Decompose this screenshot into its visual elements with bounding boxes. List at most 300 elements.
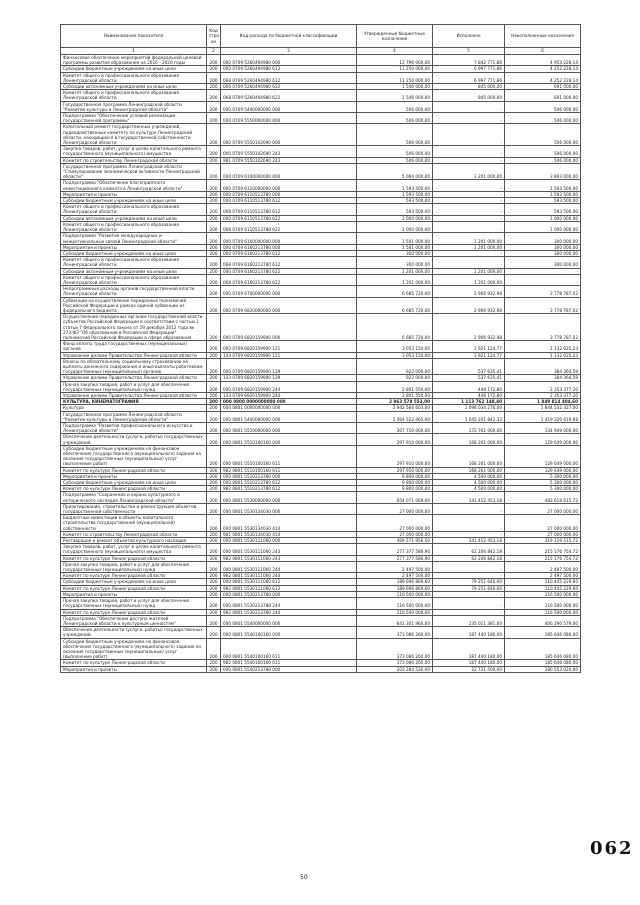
- row-code: 200: [207, 286, 221, 297]
- row-remaining: 4 252 228,14: [505, 66, 581, 72]
- table-row: [61, 204, 581, 215]
- row-code: 200: [207, 191, 221, 197]
- row-classification: 000 0801 5530213780 244: [221, 598, 357, 609]
- row-executed: -: [433, 204, 505, 215]
- row-name: Комитет общего и профессионального образования Ленинградской области: [61, 274, 207, 285]
- row-executed: 4 500 000,00: [433, 480, 505, 486]
- row-code: 200: [207, 538, 221, 544]
- row-approved: 641 301 960,00: [357, 615, 433, 626]
- row-remaining: 3 778 787,02: [505, 297, 581, 314]
- row-approved: 373 086 260,00: [357, 627, 433, 638]
- row-remaining: 2 353 377,20: [505, 392, 581, 398]
- row-remaining: 116 500 000,00: [505, 609, 581, 615]
- row-code: 200: [207, 480, 221, 486]
- row-classification: 000 0709 6110513780 612: [221, 198, 357, 204]
- row-name: Управление делами Правительства Ленинградской области: [61, 375, 207, 381]
- row-executed: -: [433, 215, 505, 221]
- table-row: [61, 257, 581, 268]
- row-classification: 982 0801 5510213780 612: [221, 486, 357, 492]
- row-remaining: 129 649 000,00: [505, 434, 581, 445]
- row-classification: 982 0801 5530111060 612: [221, 585, 357, 591]
- table-row: [61, 503, 581, 514]
- table-row: [61, 434, 581, 445]
- row-code: 200: [207, 638, 221, 660]
- row-approved: 9 800 000,00: [357, 486, 433, 492]
- row-approved: 2 801 550,00: [357, 392, 433, 398]
- row-classification: 000 0709 6700000000 000: [221, 286, 357, 297]
- row-code: 200: [207, 84, 221, 90]
- row-remaining: 384 364,59: [505, 375, 581, 381]
- row-approved: 1 501 000,00: [357, 233, 433, 244]
- row-name: Мероприятия и проекты: [61, 591, 207, 597]
- row-approved: 1 501 000,00: [357, 244, 433, 250]
- row-name: Прочая закупка товаров, работ и услуг для обеспечения государственных (муниципальных) нужд: [61, 598, 207, 609]
- row-classification: 000 0801 5540213780 000: [221, 666, 357, 672]
- row-remaining: 4 953 228,14: [505, 55, 581, 66]
- row-code: 200: [207, 486, 221, 492]
- row-classification: 000 0709 6820000000 000: [221, 297, 357, 314]
- row-code: 200: [207, 250, 221, 256]
- row-classification: 000 0801 5540000000 000: [221, 615, 357, 626]
- column-index: 2: [207, 48, 221, 55]
- row-name: Комитет общего и профессионального образования Ленинградской области: [61, 257, 207, 268]
- archive-stamp-number: 062: [590, 838, 634, 859]
- row-classification: 000 0709 6100000000 000: [221, 163, 357, 180]
- row-approved: 506 000,00: [357, 157, 433, 163]
- row-classification: 000 0801 5540100160 611: [221, 638, 357, 660]
- row-remaining: 1 000 000,00: [505, 215, 581, 221]
- row-classification: 982 0801 5540100160 611: [221, 660, 357, 666]
- row-name: Мероприятия и проекты: [61, 244, 207, 250]
- row-name: Государственная программа Ленинградской области "Стимулирование экономической активности Ленинградской области": [61, 163, 207, 180]
- row-executed: 537 635,41: [433, 358, 505, 375]
- row-executed: 1 201 000,00: [433, 233, 505, 244]
- row-remaining: 1 844 532 327,00: [505, 405, 581, 411]
- row-classification: 000 0801 5530134030 000: [221, 503, 357, 514]
- budget-execution-table: [60, 24, 581, 673]
- row-executed: 1 201 000,00: [433, 244, 505, 250]
- table-row: [61, 124, 581, 146]
- row-executed: -: [433, 198, 505, 204]
- row-name: Управление делами Правительства Ленинградской области: [61, 352, 207, 358]
- row-classification: 000 0709 6160213780 622: [221, 268, 357, 274]
- row-code: 200: [207, 297, 221, 314]
- row-remaining: 129 649 000,00: [505, 467, 581, 473]
- row-name: Комитет по культуре Ленинградской области: [61, 585, 207, 591]
- row-name: Государственная программа Ленинградской области "Развитие культуры в Ленинградской области": [61, 101, 207, 112]
- row-code: 200: [207, 531, 221, 537]
- column-index: 4: [357, 48, 433, 55]
- row-name: Обеспечение деятельности (услуги, работы) государственных учреждений: [61, 434, 207, 445]
- row-approved: 373 086 260,00: [357, 660, 433, 666]
- row-classification: 133 0709 6820159900 244: [221, 392, 357, 398]
- table-row: [61, 146, 581, 157]
- row-approved: 2 497 500,00: [357, 561, 433, 572]
- table-row: [61, 598, 581, 609]
- row-executed: -: [433, 515, 505, 532]
- row-remaining: 691 000,00: [505, 84, 581, 90]
- row-classification: 000 0801 5530111060 612: [221, 579, 357, 585]
- row-approved: 300 000,00: [357, 250, 433, 256]
- row-approved: 12 796 000,00: [357, 55, 433, 66]
- row-remaining: 4 252 228,14: [505, 72, 581, 83]
- row-remaining: 27 000 000,00: [505, 503, 581, 514]
- row-name: Непрограммные расходы органов государственной власти Ленинградской области: [61, 286, 207, 297]
- row-classification: 068 0709 6110513780 622: [221, 221, 357, 232]
- row-executed: 141 452 453,18: [433, 492, 505, 503]
- row-code: 200: [207, 598, 221, 609]
- row-code: 200: [207, 204, 221, 215]
- row-remaining: 300 000,00: [505, 250, 581, 256]
- row-executed: -: [433, 250, 505, 256]
- row-name: Проектирование, строительство и реконструкция объектов государственной собственности: [61, 503, 207, 514]
- row-approved: 469 571 956,50: [357, 538, 433, 544]
- row-executed: -: [433, 101, 505, 112]
- row-classification: 000 0801 5530000000 000: [221, 492, 357, 503]
- row-approved: 203 284 520,00: [357, 666, 433, 672]
- row-code: 200: [207, 544, 221, 555]
- row-approved: 3 053 150,00: [357, 341, 433, 352]
- row-classification: 000 0709 6820159900 121: [221, 341, 357, 352]
- row-approved: 116 500 000,00: [357, 591, 433, 597]
- table-row: [61, 445, 581, 467]
- row-name: Субсидии автономным учреждениям на иные цели: [61, 215, 207, 221]
- row-name: Взносы по обязательному социальному страхованию на выплаты денежного содержания и иные выплаты работникам государственных (муниципальных) органов: [61, 358, 207, 375]
- row-classification: 000 0709 6160213780 000: [221, 244, 357, 250]
- row-approved: 2 963 578 553,00: [357, 399, 433, 405]
- row-classification: 000 0709 6820159900 129: [221, 358, 357, 375]
- row-remaining: 185 646 080,00: [505, 660, 581, 666]
- row-approved: 6 685 720,00: [357, 314, 433, 341]
- row-remaining: 5 300 000,00: [505, 486, 581, 492]
- row-remaining: 3 893 000,00: [505, 163, 581, 180]
- row-executed: -: [433, 591, 505, 597]
- row-code: 200: [207, 492, 221, 503]
- header-executed: Исполнено: [433, 25, 505, 48]
- row-remaining: 2 497 500,00: [505, 561, 581, 572]
- row-classification: 133 0709 6820159900 121: [221, 352, 357, 358]
- row-executed: -: [433, 113, 505, 124]
- row-approved: 9 800 000,00: [357, 480, 433, 486]
- row-remaining: 384 364,59: [505, 358, 581, 375]
- table-row: [61, 113, 581, 124]
- row-name: Комитет по строительству Ленинградской области: [61, 531, 207, 537]
- row-approved: 1 546 000,00: [357, 84, 433, 90]
- row-approved: 2 497 500,00: [357, 573, 433, 579]
- row-name: Фонд оплаты труда государственных (муниципальных) органов: [61, 341, 207, 352]
- row-code: 200: [207, 146, 221, 157]
- row-approved: 307 710 000,00: [357, 423, 433, 434]
- row-classification: 000 0801 5510000000 000: [221, 423, 357, 434]
- row-approved: 654 071 069,00: [357, 492, 433, 503]
- table-row: [61, 492, 581, 503]
- row-code: 200: [207, 341, 221, 352]
- row-remaining: 506 000,00: [505, 113, 581, 124]
- row-executed: -: [433, 257, 505, 268]
- row-approved: 922 000,00: [357, 358, 433, 375]
- header-code: Код стро ки: [207, 25, 221, 48]
- table-row: [61, 163, 581, 180]
- row-name: Реставрация и ремонт объектов культурного наследия: [61, 538, 207, 544]
- row-code: 200: [207, 503, 221, 514]
- table-row: [61, 627, 581, 638]
- row-code: 200: [207, 66, 221, 72]
- row-name: Субсидии бюджетным учреждениям на иные цели: [61, 66, 207, 72]
- row-classification: 000 0709 5260494980 000: [221, 55, 357, 66]
- row-approved: 189 696 869,60: [357, 585, 433, 591]
- row-approved: 277 377 586,90: [357, 555, 433, 561]
- row-code: 200: [207, 163, 221, 180]
- row-remaining: 1 593 500,00: [505, 180, 581, 191]
- row-executed: 537 635,41: [433, 375, 505, 381]
- row-name: Подпрограмма "Обеспечение доступа жителей Ленинградской области к культурным ценностям": [61, 615, 207, 626]
- row-executed: 62 206 842,18: [433, 544, 505, 555]
- row-classification: 000 0709 6110513780 000: [221, 191, 357, 197]
- row-classification: 000 0709 5550102690 000: [221, 124, 357, 146]
- row-name: Закупка товаров, работ, услуг в целях капитального ремонта государственного (муниципального) имущества: [61, 544, 207, 555]
- row-approved: 297 910 000,00: [357, 434, 433, 445]
- row-approved: 593 500,00: [357, 198, 433, 204]
- row-code: 200: [207, 375, 221, 381]
- row-code: 200: [207, 515, 221, 532]
- row-remaining: 482 618 615,72: [505, 492, 581, 503]
- row-name: Подпрограмма "Развитие международных и межрегиональных связей Ленинградской области": [61, 233, 207, 244]
- row-classification: 000 0709 6820159900 000: [221, 314, 357, 341]
- row-approved: 3 053 150,00: [357, 352, 433, 358]
- row-approved: 1 201 000,00: [357, 274, 433, 285]
- row-executed: 187 440 180,00: [433, 660, 505, 666]
- row-classification: 000 0801 5530111060 243: [221, 544, 357, 555]
- row-approved: 922 000,00: [357, 375, 433, 381]
- row-remaining: 215 176 754,72: [505, 555, 581, 561]
- column-index: 3: [221, 48, 357, 55]
- row-classification: 000 0709 5550102690 243: [221, 146, 357, 157]
- row-name: Подпрограмма "Развитие профессионального искусства в Ленинградской области": [61, 423, 207, 434]
- row-name: Комитет общего и профессионального образования Ленинградской области: [61, 90, 207, 101]
- row-approved: 373 086 260,00: [357, 638, 433, 660]
- header-remaining: Неисполненные назначения: [505, 25, 581, 48]
- row-remaining: 110 445 229,60: [505, 579, 581, 585]
- row-remaining: 593 500,00: [505, 198, 581, 204]
- row-code: 200: [207, 180, 221, 191]
- row-code: 200: [207, 124, 221, 146]
- row-executed: 172 761 000,00: [433, 423, 505, 434]
- row-classification: 000 0801 5510100160 000: [221, 434, 357, 445]
- row-name: Мероприятия и проекты: [61, 473, 207, 479]
- row-remaining: 3 778 787,02: [505, 286, 581, 297]
- row-name: Управление делами Правительства Ленинградской области: [61, 392, 207, 398]
- row-approved: 297 910 000,00: [357, 445, 433, 467]
- row-remaining: 110 445 229,60: [505, 585, 581, 591]
- row-name: Субсидии бюджетным учреждениям на иные цели: [61, 480, 207, 486]
- row-approved: 189 696 869,60: [357, 579, 433, 585]
- row-code: 200: [207, 405, 221, 411]
- row-name: Закупка товаров, работ, услуг в целях капитального ремонта государственного (муниципального) имущества: [61, 146, 207, 157]
- row-executed: 6 997 771,86: [433, 66, 505, 72]
- row-name: Подпрограмма "Обеспечение благоприятного инвестиционного климата в Ленинградской области": [61, 180, 207, 191]
- row-classification: 000 0709 6160000000 000: [221, 233, 357, 244]
- table-row: [61, 423, 581, 434]
- row-remaining: 319 119 515,72: [505, 538, 581, 544]
- row-executed: -: [433, 191, 505, 197]
- row-name: Мероприятия и проекты: [61, 666, 207, 672]
- row-executed: 62 206 842,18: [433, 555, 505, 561]
- row-code: 200: [207, 274, 221, 285]
- row-remaining: 593 500,00: [505, 204, 581, 215]
- row-code: 200: [207, 473, 221, 479]
- row-name: Культура: [61, 405, 207, 411]
- row-executed: -: [433, 221, 505, 232]
- row-code: 200: [207, 157, 221, 163]
- row-code: 200: [207, 257, 221, 268]
- row-name: Прочая закупка товаров, работ и услуг для обеспечения государственных (муниципальных) нужд: [61, 381, 207, 392]
- row-approved: 9 800 000,00: [357, 473, 433, 479]
- table-row: [61, 274, 581, 285]
- row-code: 200: [207, 198, 221, 204]
- row-approved: 11 250 000,00: [357, 66, 433, 72]
- row-name: Бюджетные инвестиции в объекты капитального строительства государственной (муниципальной) собственности: [61, 515, 207, 532]
- row-executed: 2 906 932,98: [433, 286, 505, 297]
- row-code: 200: [207, 113, 221, 124]
- column-index: 5: [433, 48, 505, 55]
- table-row: [61, 666, 581, 672]
- row-classification: 982 0801 5530111060 243: [221, 555, 357, 561]
- row-classification: 982 0801 5530213780 244: [221, 609, 357, 615]
- row-code: 200: [207, 314, 221, 341]
- row-name: Капитальный ремонт государственных учреждений, подведомственных комитету по культуре Ленинградской области, находящихся в государственной собственности Ленинградской области: [61, 124, 207, 146]
- row-executed: 448 172,80: [433, 381, 505, 392]
- row-remaining: 691 000,00: [505, 90, 581, 101]
- row-remaining: 129 649 000,00: [505, 445, 581, 467]
- row-classification: 000 0801 5530213780 000: [221, 591, 357, 597]
- row-code: 200: [207, 627, 221, 638]
- column-index-row: [61, 48, 581, 55]
- row-code: 200: [207, 434, 221, 445]
- row-approved: 506 000,00: [357, 124, 433, 146]
- row-remaining: 27 000 000,00: [505, 531, 581, 537]
- row-executed: -: [433, 124, 505, 146]
- row-remaining: 506 000,00: [505, 124, 581, 146]
- row-code: 200: [207, 579, 221, 585]
- row-executed: 141 452 453,18: [433, 538, 505, 544]
- row-code: 200: [207, 90, 221, 101]
- row-approved: 1 593 500,00: [357, 191, 433, 197]
- row-classification: 000 0709 5400000000 000: [221, 101, 357, 112]
- row-approved: 6 685 720,00: [357, 286, 433, 297]
- row-code: 200: [207, 591, 221, 597]
- row-classification: 000 0801 5540100160 000: [221, 627, 357, 638]
- row-executed: 448 172,80: [433, 392, 505, 398]
- row-code: 200: [207, 585, 221, 591]
- row-code: 200: [207, 467, 221, 473]
- row-code: 200: [207, 392, 221, 398]
- row-code: 200: [207, 423, 221, 434]
- row-approved: 6 685 720,00: [357, 297, 433, 314]
- table-row: [61, 358, 581, 375]
- row-executed: 187 440 180,00: [433, 638, 505, 660]
- row-name: Подпрограмма "Сохранение и охрана культурного и исторического наследия Ленинградской области": [61, 492, 207, 503]
- row-code: 200: [207, 666, 221, 672]
- row-executed: 79 251 640,00: [433, 579, 505, 585]
- table-row: [61, 55, 581, 66]
- row-executed: 1 921 124,77: [433, 352, 505, 358]
- row-classification: 000 0801 5510100160 611: [221, 445, 357, 467]
- row-code: 200: [207, 573, 221, 579]
- row-classification: 982 0801 5530111060 244: [221, 573, 357, 579]
- table-row: [61, 90, 581, 101]
- row-remaining: 1 849 814 404,60: [505, 399, 581, 405]
- row-classification: 000 0801 5510213780 612: [221, 480, 357, 486]
- row-approved: 1 593 500,00: [357, 180, 433, 191]
- row-classification: 000 0709 5260494980 612: [221, 66, 357, 72]
- row-approved: 1 201 000,00: [357, 268, 433, 274]
- row-classification: 000 0709 6110513780 622: [221, 215, 357, 221]
- row-classification: 000 0800 0000000000 000: [221, 399, 357, 405]
- row-executed: 1 921 124,77: [433, 341, 505, 352]
- row-code: 200: [207, 221, 221, 232]
- row-remaining: 300 000,00: [505, 244, 581, 250]
- row-remaining: 116 500 000,00: [505, 598, 581, 609]
- row-name: Комитет по культуре Ленинградской области: [61, 467, 207, 473]
- row-executed: 845 000,00: [433, 84, 505, 90]
- row-remaining: 134 949 000,00: [505, 423, 581, 434]
- row-name: Субсидии бюджетным учреждениям на финансовое обеспечение государственного (муниципального) задания на оказание государственных (муниципальных) услуг (выполнение работ): [61, 445, 207, 467]
- row-classification: 000 0801 5530111060 000: [221, 538, 357, 544]
- row-name: Субсидии бюджетным учреждениям на иные цели: [61, 579, 207, 585]
- row-executed: -: [433, 598, 505, 609]
- row-code: 200: [207, 244, 221, 250]
- row-remaining: 5 300 000,00: [505, 480, 581, 486]
- row-remaining: 116 500 000,00: [505, 591, 581, 597]
- header-name: Наименование показателя: [61, 25, 207, 48]
- row-remaining: 2 497 500,00: [505, 573, 581, 579]
- row-name: Комитет общего и профессионального образования Ленинградской области: [61, 221, 207, 232]
- row-code: 200: [207, 615, 221, 626]
- table-row: [61, 314, 581, 341]
- row-executed: 1 201 000,00: [433, 274, 505, 285]
- row-classification: 068 0709 6160213780 612: [221, 257, 357, 268]
- row-code: 200: [207, 561, 221, 572]
- table-body: [61, 55, 581, 673]
- row-remaining: 506 000,00: [505, 146, 581, 157]
- row-code: 200: [207, 352, 221, 358]
- row-executed: 4 500 000,00: [433, 486, 505, 492]
- row-executed: 168 261 000,00: [433, 445, 505, 467]
- row-classification: 068 0709 5260494980 612: [221, 72, 357, 83]
- row-name: Прочая закупка товаров, работ и услуг для обеспечения государственных (муниципальных) нужд: [61, 561, 207, 572]
- row-approved: 1 000 000,00: [357, 215, 433, 221]
- row-approved: 1 000 000,00: [357, 221, 433, 232]
- row-name: Мероприятия и проекты: [61, 191, 207, 197]
- header-classification: Код расхода по бюджетной классификации: [221, 25, 357, 48]
- row-code: 200: [207, 609, 221, 615]
- row-remaining: 300 000,00: [505, 233, 581, 244]
- row-classification: 981 0709 5550102690 243: [221, 157, 357, 163]
- row-name: Субсидии автономным учреждениям на иные цели: [61, 84, 207, 90]
- row-executed: 79 251 640,00: [433, 585, 505, 591]
- row-remaining: 2 353 377,20: [505, 381, 581, 392]
- row-executed: 1 201 000,00: [433, 163, 505, 180]
- table-row: [61, 341, 581, 352]
- row-approved: 593 500,00: [357, 204, 433, 215]
- row-code: 200: [207, 555, 221, 561]
- row-executed: -: [433, 146, 505, 157]
- row-name: Субвенции на осуществление переданных полномочий Российской Федерации в рамках единой субвенции из федерального бюджета: [61, 297, 207, 314]
- row-name: Финансовое обеспечение мероприятий федеральной целевой программы развития образования на 2016 - 2020 годы: [61, 55, 207, 66]
- row-remaining: 1 000 000,00: [505, 221, 581, 232]
- row-remaining: 27 000 000,00: [505, 515, 581, 532]
- row-classification: 000 0801 5510213780 000: [221, 473, 357, 479]
